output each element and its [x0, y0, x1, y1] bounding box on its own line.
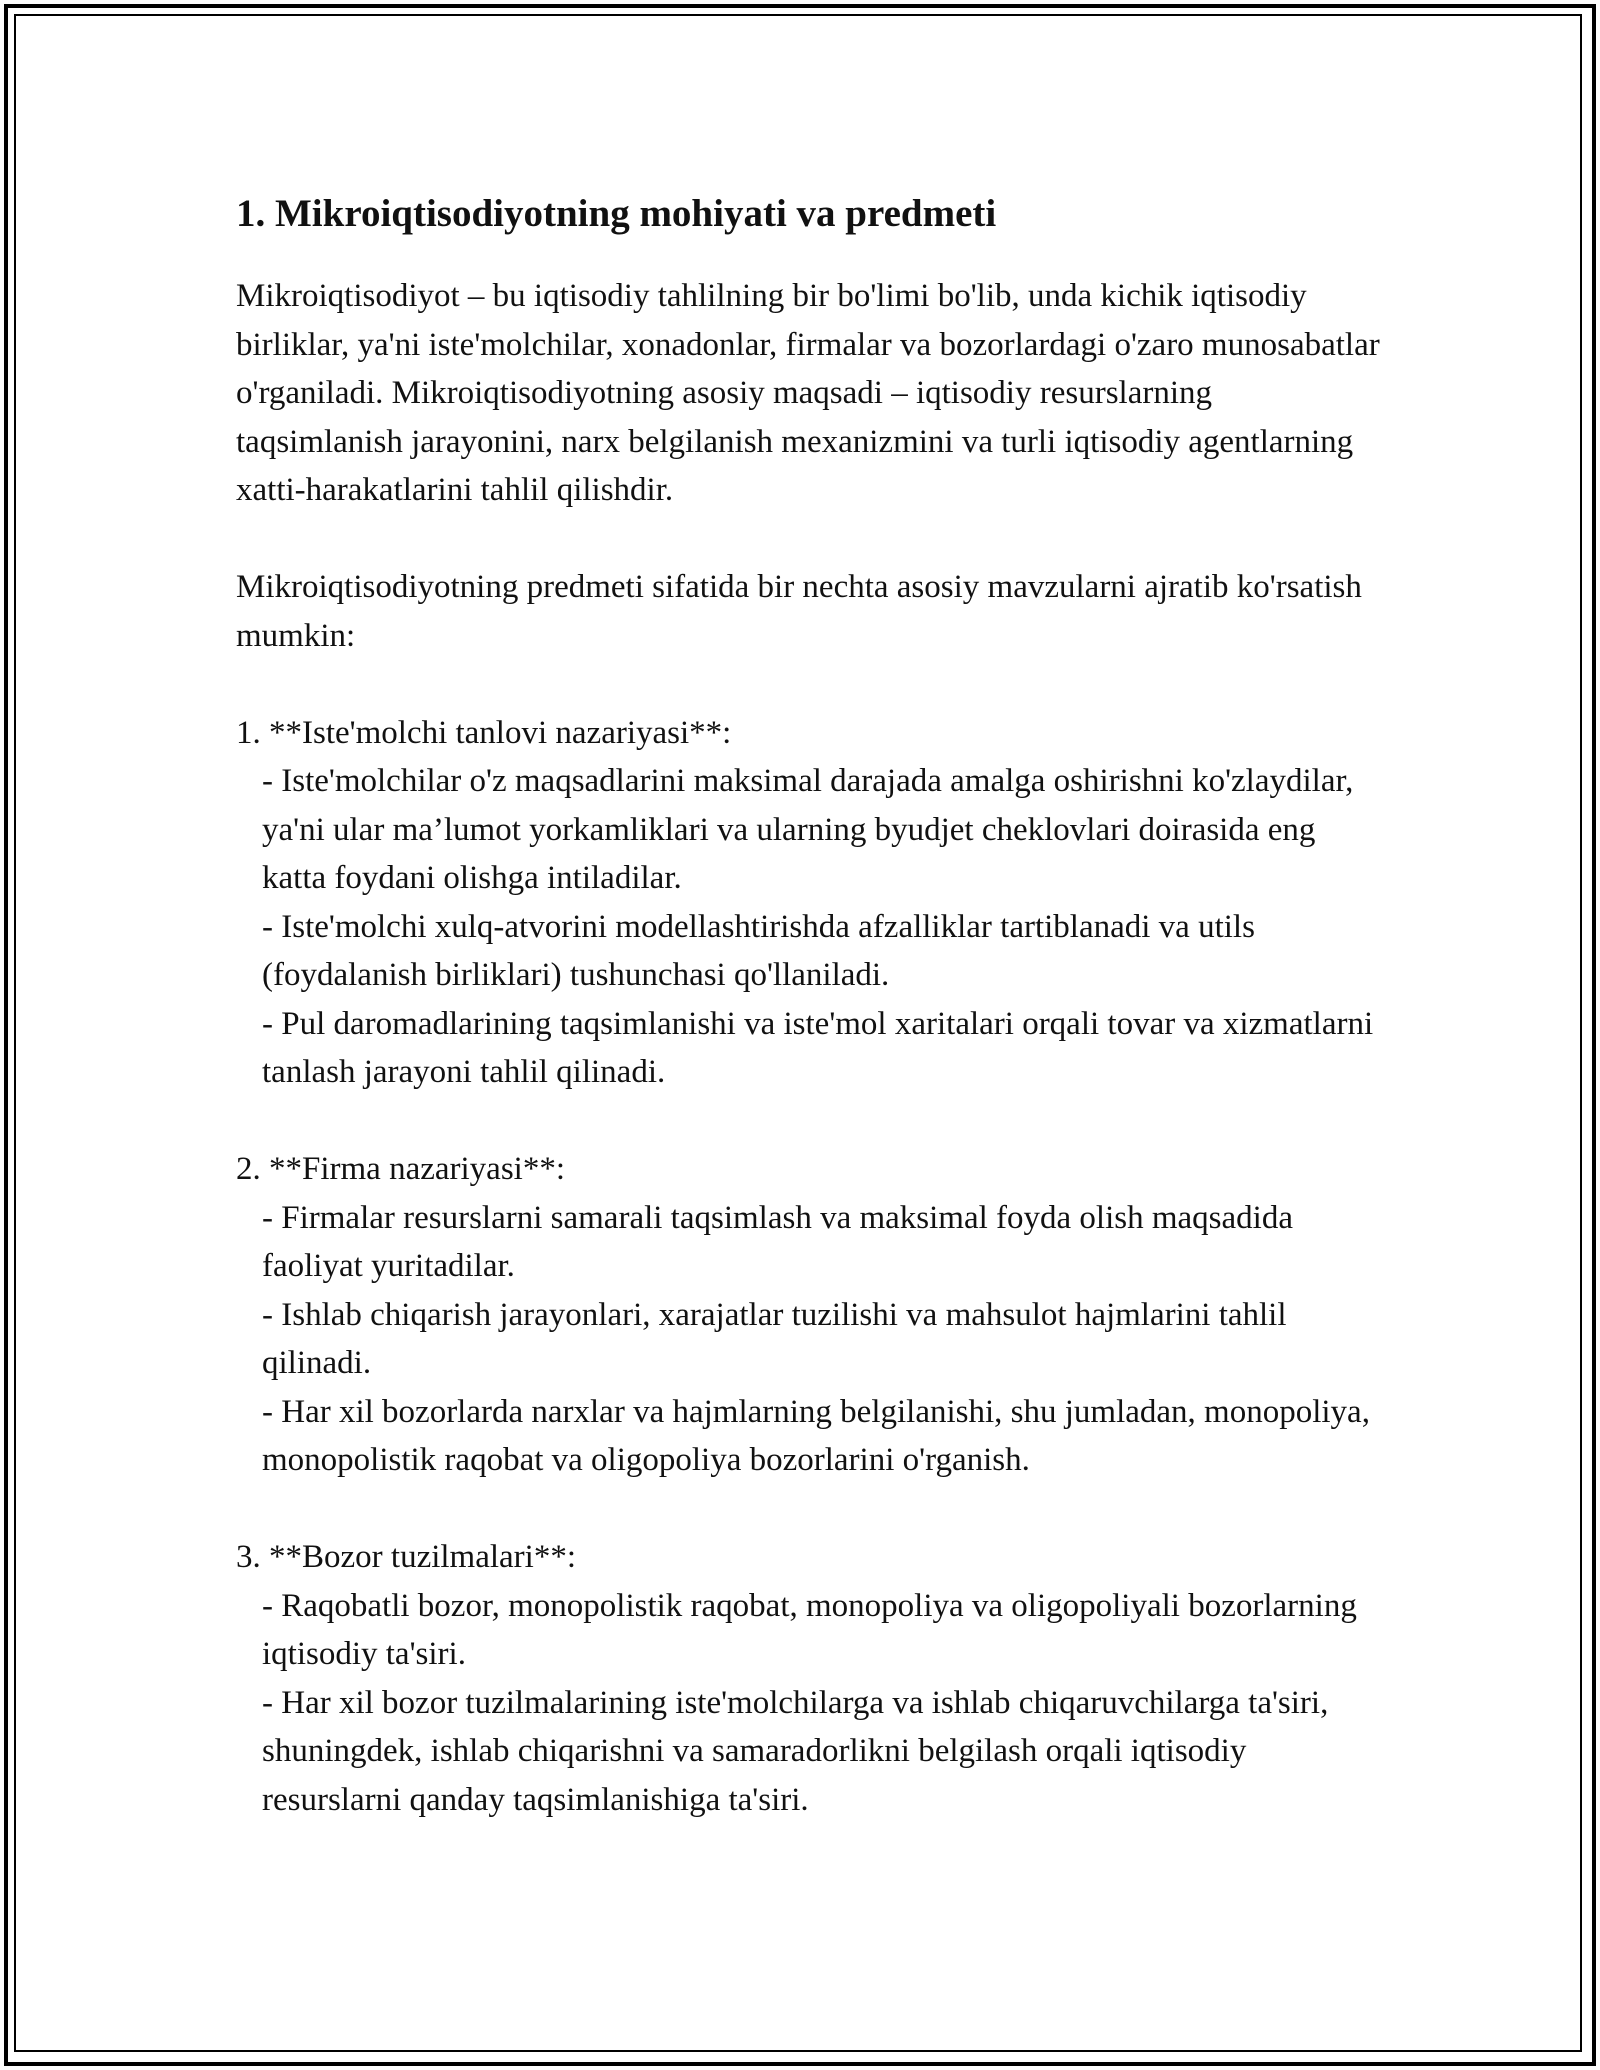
topic-title: 3. **Bozor tuzilmalari**:	[236, 1539, 577, 1575]
topic-bullet: - Iste'molchi xulq-atvorini modellashtirishda afzalliklar tartiblanadi va utils (foydalanish birliklari) tushunchasi qo'llaniladi.	[262, 908, 1264, 993]
section-heading: 1. Mikroiqtisodiyotning mohiyati va predmeti	[236, 192, 997, 235]
topic-title: 1. **Iste'molchi tanlovi nazariyasi**:	[236, 714, 732, 751]
topic-bullet: - Har xil bozor tuzilmalarining iste'molchilarga va ishlab chiqaruvchilarga ta'siri, shuningdek, ishlab chiqarishni va samaradorlikni belgilash orqali iqtisodiy resurslarni qanday taqsimlanishiga ta'siri.	[262, 1684, 1337, 1818]
paragraph-spacer	[236, 660, 1386, 709]
topic-bullet: - Har xil bozorlarda narxlar va hajmlarning belgilanishi, shu jumladan, monopoliya, monopolistik raqobat va oligopoliya bozorlarini o'rganish.	[262, 1393, 1379, 1478]
document-body	[236, 186, 1386, 1824]
topic-bullet: - Iste'molchilar o'z maqsadlarini maksimal darajada amalga oshirishni ko'zlaydilar, ya'ni ular ma’lumot yorkamliklari va ularning byudjet cheklovlari doirasida eng katta foydani olishga intiladilar.	[262, 763, 1362, 896]
topic-section-firm	[236, 1145, 1386, 1485]
topic-bullet: - Firmalar resurslarni samarali taqsimlash va maksimal foyda olish maqsadida faoliyat yuritadilar.	[262, 1199, 1302, 1284]
paragraph-spacer	[236, 515, 1386, 564]
topic-bullet: - Ishlab chiqarish jarayonlari, xarajatlar tuzilishi va mahsulot hajmlarini tahlil qilinadi.	[262, 1296, 1295, 1381]
paragraph-spacer	[236, 1097, 1386, 1146]
intro-paragraph: Mikroiqtisodiyot – bu iqtisodiy tahlilning bir bo'limi bo'lib, unda kichik iqtisodiy birliklar, ya'ni iste'molchilar, xonadonlar, firmalar va bozorlardagi o'zaro munosabatlar o'rganiladi. Mikroiqtisodiyotning asosiy maqsadi – iqtisodiy resurslarning taqsimlanish jarayonini, narx belgilanish mexanizmini va turli iqtisodiy agentlarning xatti-harakatlarini tahlil qilishdir.	[236, 278, 1388, 508]
topic-bullet: - Raqobatli bozor, monopolistik raqobat, monopoliya va oligopoliyali bozorlarning iqtisodiy ta'siri.	[262, 1587, 1366, 1672]
topic-section-market	[236, 1533, 1386, 1824]
topic-bullet: - Pul daromadlarining taqsimlanishi va iste'mol xaritalari orqali tovar va xizmatlarni tanlash jarayoni tahlil qilinadi.	[262, 1005, 1382, 1090]
topic-section-consumer	[236, 709, 1386, 1097]
subject-intro-paragraph: Mikroiqtisodiyotning predmeti sifatida bir nechta asosiy mavzularni ajratib ko'rsatish mumkin:	[236, 569, 1371, 654]
paragraph-spacer	[236, 1485, 1386, 1534]
topic-title: 2. **Firma nazariyasi**:	[236, 1151, 566, 1187]
